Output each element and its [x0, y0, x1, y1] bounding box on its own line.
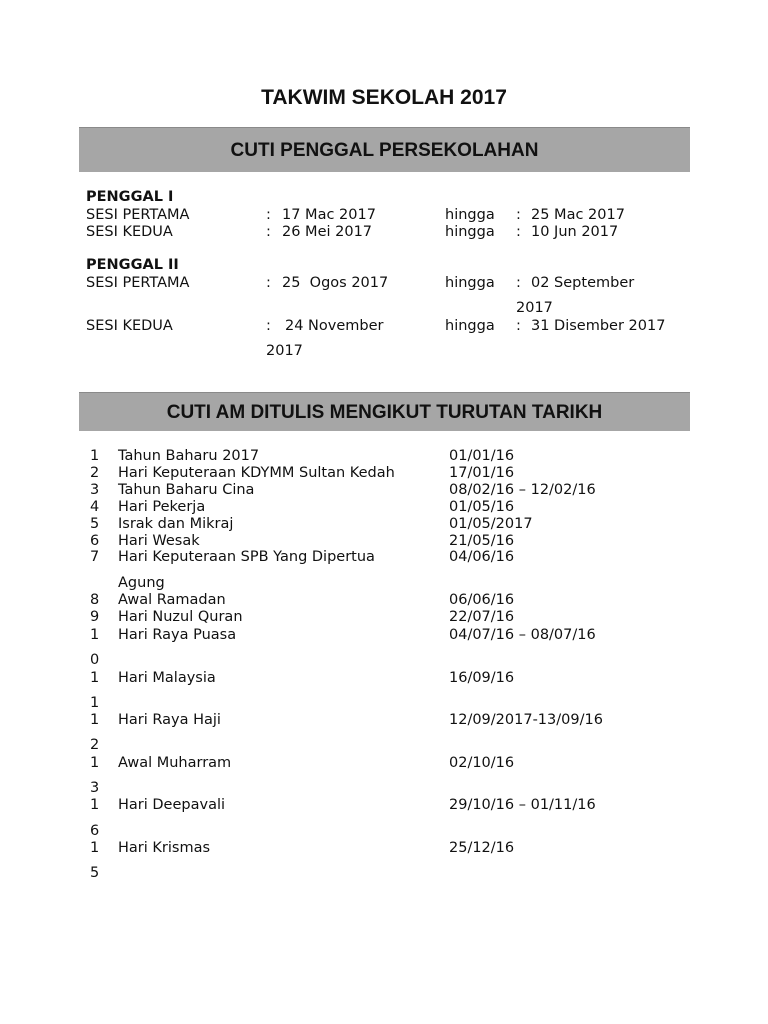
colon: :	[266, 224, 271, 240]
holiday-date: 21/05/16	[449, 533, 515, 549]
holiday-name: Israk dan Mikraj	[118, 516, 234, 532]
holiday-number: 1	[90, 840, 100, 856]
holiday-date: 22/07/16	[449, 609, 515, 625]
end-date: 25 Mac 2017	[531, 207, 625, 223]
holiday-number: 8	[90, 592, 100, 608]
penggal-1-label: PENGGAL I	[86, 189, 174, 205]
holiday-number-wrap: 0	[90, 652, 100, 668]
holiday-number: 4	[90, 499, 100, 515]
holiday-number-wrap: 2	[90, 737, 100, 753]
holiday-number-wrap: 1	[90, 695, 100, 711]
holiday-date: 08/02/16 – 12/02/16	[449, 482, 596, 498]
holiday-number: 5	[90, 516, 100, 532]
document-title: TAKWIM SEKOLAH 2017	[261, 86, 507, 109]
holiday-name: Hari Krismas	[118, 840, 211, 856]
holiday-name: Tahun Baharu 2017	[118, 448, 260, 464]
start-date: 25 Ogos 2017	[282, 275, 389, 291]
holiday-number-wrap: 3	[90, 780, 100, 796]
sesi-label: SESI PERTAMA	[86, 275, 190, 291]
penggal-2-label: PENGGAL II	[86, 257, 179, 273]
end-date: 02 September	[531, 275, 635, 291]
holiday-date: 01/05/2017	[449, 516, 533, 532]
holiday-name: Hari Keputeraan SPB Yang Dipertua	[118, 549, 375, 565]
holiday-number: 9	[90, 609, 100, 625]
holiday-date: 01/01/16	[449, 448, 515, 464]
holiday-name: Hari Wesak	[118, 533, 200, 549]
holiday-name: Hari Deepavali	[118, 797, 226, 813]
holiday-name: Tahun Baharu Cina	[118, 482, 255, 498]
holiday-number-wrap: 5	[90, 865, 100, 881]
sesi-label: SESI KEDUA	[86, 318, 173, 334]
colon: :	[516, 224, 521, 240]
holiday-number: 3	[90, 482, 100, 498]
holiday-number: 1	[90, 670, 100, 686]
colon: :	[266, 275, 271, 291]
holiday-date: 17/01/16	[449, 465, 515, 481]
holiday-name: Awal Ramadan	[118, 592, 226, 608]
sesi-label: SESI KEDUA	[86, 224, 173, 240]
holiday-name-wrap: Agung	[118, 575, 165, 591]
holiday-number: 7	[90, 549, 100, 565]
holiday-date: 25/12/16	[449, 840, 515, 856]
holiday-date: 02/10/16	[449, 755, 515, 771]
holiday-date: 06/06/16	[449, 592, 515, 608]
end-date-wrap: 2017	[516, 300, 553, 316]
holiday-name: Hari Raya Haji	[118, 712, 221, 728]
holiday-name: Hari Pekerja	[118, 499, 206, 515]
holiday-date: 01/05/16	[449, 499, 515, 515]
end-date: 31 Disember 2017	[531, 318, 666, 334]
hingga-label: hingga	[445, 318, 495, 334]
holiday-number: 1	[90, 797, 100, 813]
end-date: 10 Jun 2017	[531, 224, 619, 240]
hingga-label: hingga	[445, 275, 495, 291]
section-heading-school-holidays: CUTI PENGGAL PERSEKOLAHAN	[79, 127, 690, 172]
holiday-number: 2	[90, 465, 100, 481]
holiday-number: 1	[90, 712, 100, 728]
colon: :	[516, 275, 521, 291]
sesi-label: SESI PERTAMA	[86, 207, 190, 223]
holiday-number: 1	[90, 627, 100, 643]
holiday-number: 1	[90, 755, 100, 771]
holiday-date: 04/06/16	[449, 549, 515, 565]
start-date: 26 Mei 2017	[282, 224, 373, 240]
holiday-name: Hari Raya Puasa	[118, 627, 237, 643]
holiday-name: Awal Muharram	[118, 755, 232, 771]
holiday-date: 12/09/2017-13/09/16	[449, 712, 603, 728]
colon: :	[266, 318, 271, 334]
holiday-name: Hari Nuzul Quran	[118, 609, 243, 625]
holiday-name: Hari Keputeraan KDYMM Sultan Kedah	[118, 465, 395, 481]
colon: :	[266, 207, 271, 223]
holiday-date: 29/10/16 – 01/11/16	[449, 797, 596, 813]
holiday-name: Hari Malaysia	[118, 670, 216, 686]
colon: :	[516, 318, 521, 334]
holiday-number: 1	[90, 448, 100, 464]
holiday-number: 6	[90, 533, 100, 549]
hingga-label: hingga	[445, 224, 495, 240]
section-heading-public-holidays: CUTI AM DITULIS MENGIKUT TURUTAN TARIKH	[79, 392, 690, 431]
start-date: 17 Mac 2017	[282, 207, 376, 223]
colon: :	[516, 207, 521, 223]
holiday-date: 16/09/16	[449, 670, 515, 686]
holiday-date: 04/07/16 – 08/07/16	[449, 627, 596, 643]
start-date-wrap: 2017	[266, 343, 303, 359]
holiday-number-wrap: 6	[90, 823, 100, 839]
start-date: 24 November	[285, 318, 384, 334]
hingga-label: hingga	[445, 207, 495, 223]
